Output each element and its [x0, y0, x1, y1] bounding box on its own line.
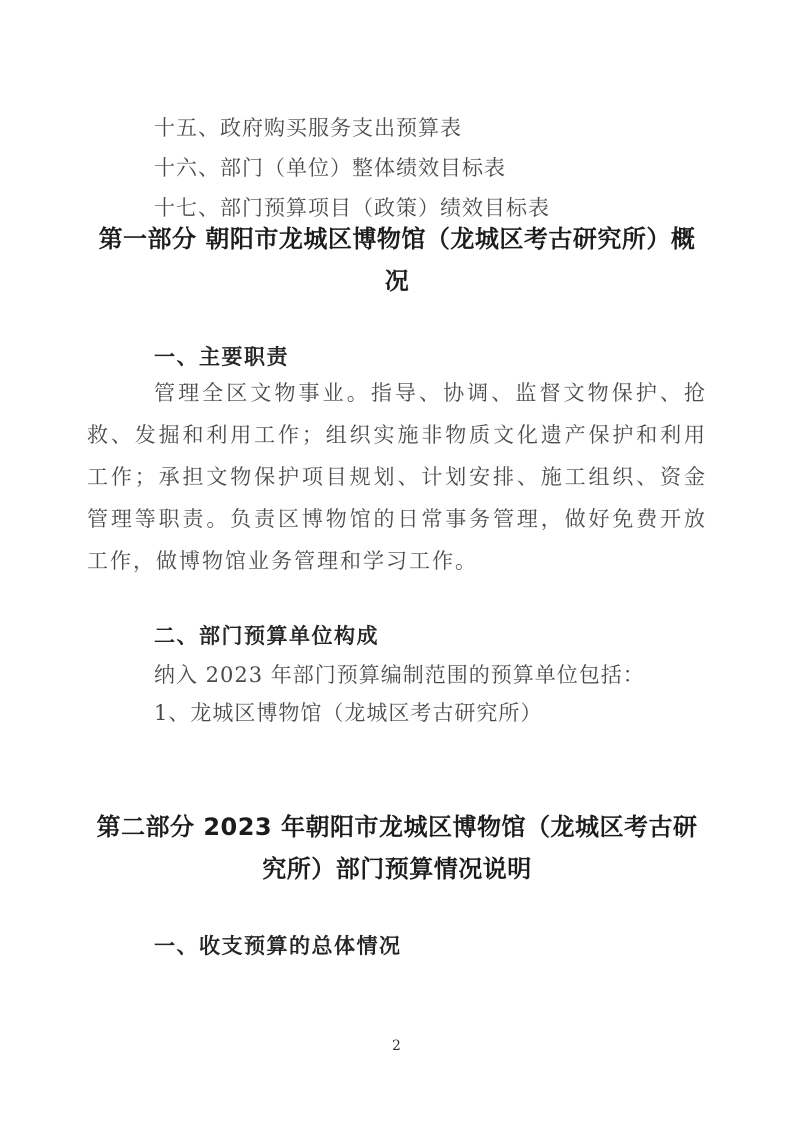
part2-section1-heading: 一、收支预算的总体情况: [154, 933, 402, 958]
toc-item-17: 十七、部门预算项目（政策）绩效目标表: [154, 196, 550, 220]
toc-item-15: 十五、政府购买服务支出预算表: [154, 116, 462, 140]
toc-item-16: 十六、部门（单位）整体绩效目标表: [154, 156, 506, 180]
part1-section2-line1: 纳入 2023 年部门预算编制范围的预算单位包括：: [154, 663, 645, 687]
part1-section2-line2: 1、龙城区博物馆（龙城区考古研究所）: [154, 701, 543, 725]
part1-section2-heading: 二、部门预算单位构成: [154, 623, 379, 648]
part1-section1-body: 管理全区文物事业。指导、协调、监督文物保护、抢救、发掘和利用工作；组织实施非物质文化遗产保护和利用工作；承担文物保护项目规划、计划安排、施工组织、资金管理等职责。负责区博物馆的日常事务管理，做好免费开放工作，做博物馆业务管理和学习工作。: [87, 381, 707, 573]
part2-title: 第二部分 2023 年朝阳市龙城区博物馆（龙城区考古研究所）部门预算情况说明: [96, 813, 698, 883]
part1-section1-heading: 一、主要职责: [154, 344, 289, 369]
page-number: 2: [392, 1038, 401, 1054]
toc-list: [87, 108, 707, 228]
part1-title: 第一部分 朝阳市龙城区博物馆（龙城区考古研究所）概况: [98, 225, 696, 295]
